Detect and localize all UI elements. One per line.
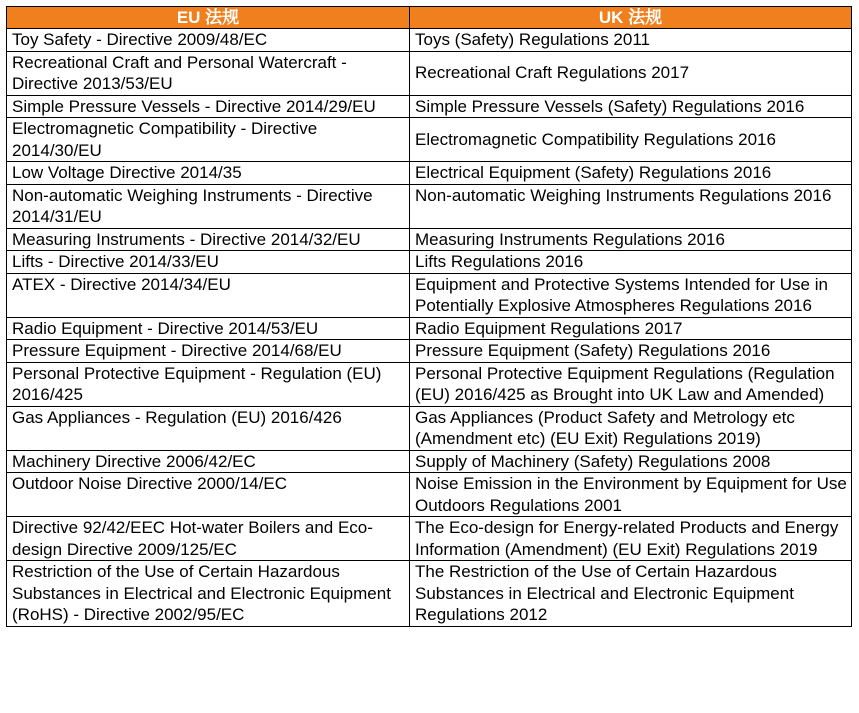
eu-regulation-cell: Gas Appliances - Regulation (EU) 2016/426: [7, 406, 410, 450]
eu-regulation-cell: Measuring Instruments - Directive 2014/32/EU: [7, 228, 410, 251]
eu-regulation-cell: Radio Equipment - Directive 2014/53/EU: [7, 317, 410, 340]
table-row: [7, 184, 852, 228]
eu-regulation-cell: Personal Protective Equipment - Regulation (EU) 2016/425: [7, 362, 410, 406]
uk-regulation-cell: Lifts Regulations 2016: [410, 251, 852, 274]
uk-regulation-cell: Gas Appliances (Product Safety and Metrology etc (Amendment etc) (EU Exit) Regulations 2019): [410, 406, 852, 450]
uk-regulation-cell: Pressure Equipment (Safety) Regulations 2016: [410, 340, 852, 363]
table-row: [7, 51, 852, 95]
uk-regulation-cell: The Restriction of the Use of Certain Hazardous Substances in Electrical and Electronic Equipment Regulations 2012: [410, 561, 852, 627]
uk-regulation-cell: Electromagnetic Compatibility Regulations 2016: [410, 118, 852, 162]
eu-regulation-cell: Directive 92/42/EEC Hot-water Boilers and Eco-design Directive 2009/125/EC: [7, 517, 410, 561]
uk-regulation-cell: Non-automatic Weighing Instruments Regulations 2016: [410, 184, 852, 228]
eu-column-header: EU 法规: [7, 7, 410, 29]
table-row: [7, 251, 852, 274]
table-row: [7, 517, 852, 561]
table-row: [7, 406, 852, 450]
uk-regulation-cell: Noise Emission in the Environment by Equipment for Use Outdoors Regulations 2001: [410, 473, 852, 517]
eu-regulation-cell: ATEX - Directive 2014/34/EU: [7, 273, 410, 317]
table-row: [7, 561, 852, 627]
table-row: [7, 118, 852, 162]
uk-regulation-cell: Supply of Machinery (Safety) Regulations 2008: [410, 450, 852, 473]
eu-regulation-cell: Outdoor Noise Directive 2000/14/EC: [7, 473, 410, 517]
table-row: [7, 273, 852, 317]
uk-regulation-cell: Electrical Equipment (Safety) Regulations 2016: [410, 162, 852, 185]
uk-column-header: UK 法规: [410, 7, 852, 29]
regulations-table: [6, 6, 852, 627]
eu-regulation-cell: Simple Pressure Vessels - Directive 2014/29/EU: [7, 95, 410, 118]
eu-regulation-cell: Low Voltage Directive 2014/35: [7, 162, 410, 185]
table-row: [7, 362, 852, 406]
table-row: [7, 228, 852, 251]
eu-regulation-cell: Recreational Craft and Personal Watercraft - Directive 2013/53/EU: [7, 51, 410, 95]
eu-regulation-cell: Machinery Directive 2006/42/EC: [7, 450, 410, 473]
uk-regulation-cell: Equipment and Protective Systems Intended for Use in Potentially Explosive Atmospheres Regulations 2016: [410, 273, 852, 317]
eu-regulation-cell: Electromagnetic Compatibility - Directive 2014/30/EU: [7, 118, 410, 162]
uk-regulation-cell: Measuring Instruments Regulations 2016: [410, 228, 852, 251]
uk-regulation-cell: Simple Pressure Vessels (Safety) Regulations 2016: [410, 95, 852, 118]
uk-regulation-cell: The Eco-design for Energy-related Products and Energy Information (Amendment) (EU Exit) Regulations 2019: [410, 517, 852, 561]
eu-regulation-cell: Pressure Equipment - Directive 2014/68/EU: [7, 340, 410, 363]
table-row: [7, 317, 852, 340]
table-row: [7, 473, 852, 517]
table-header-row: [7, 7, 852, 29]
uk-regulation-cell: Personal Protective Equipment Regulations (Regulation (EU) 2016/425 as Brought into UK Law and Amended): [410, 362, 852, 406]
eu-regulation-cell: Non-automatic Weighing Instruments - Directive 2014/31/EU: [7, 184, 410, 228]
eu-regulation-cell: Lifts - Directive 2014/33/EU: [7, 251, 410, 274]
uk-regulation-cell: Toys (Safety) Regulations 2011: [410, 29, 852, 52]
table-row: [7, 95, 852, 118]
table-row: [7, 29, 852, 52]
uk-regulation-cell: Recreational Craft Regulations 2017: [410, 51, 852, 95]
eu-regulation-cell: Toy Safety - Directive 2009/48/EC: [7, 29, 410, 52]
table-row: [7, 340, 852, 363]
uk-regulation-cell: Radio Equipment Regulations 2017: [410, 317, 852, 340]
table-row: [7, 450, 852, 473]
eu-regulation-cell: Restriction of the Use of Certain Hazardous Substances in Electrical and Electronic Equipment (RoHS) - Directive 2002/95/EC: [7, 561, 410, 627]
table-row: [7, 162, 852, 185]
